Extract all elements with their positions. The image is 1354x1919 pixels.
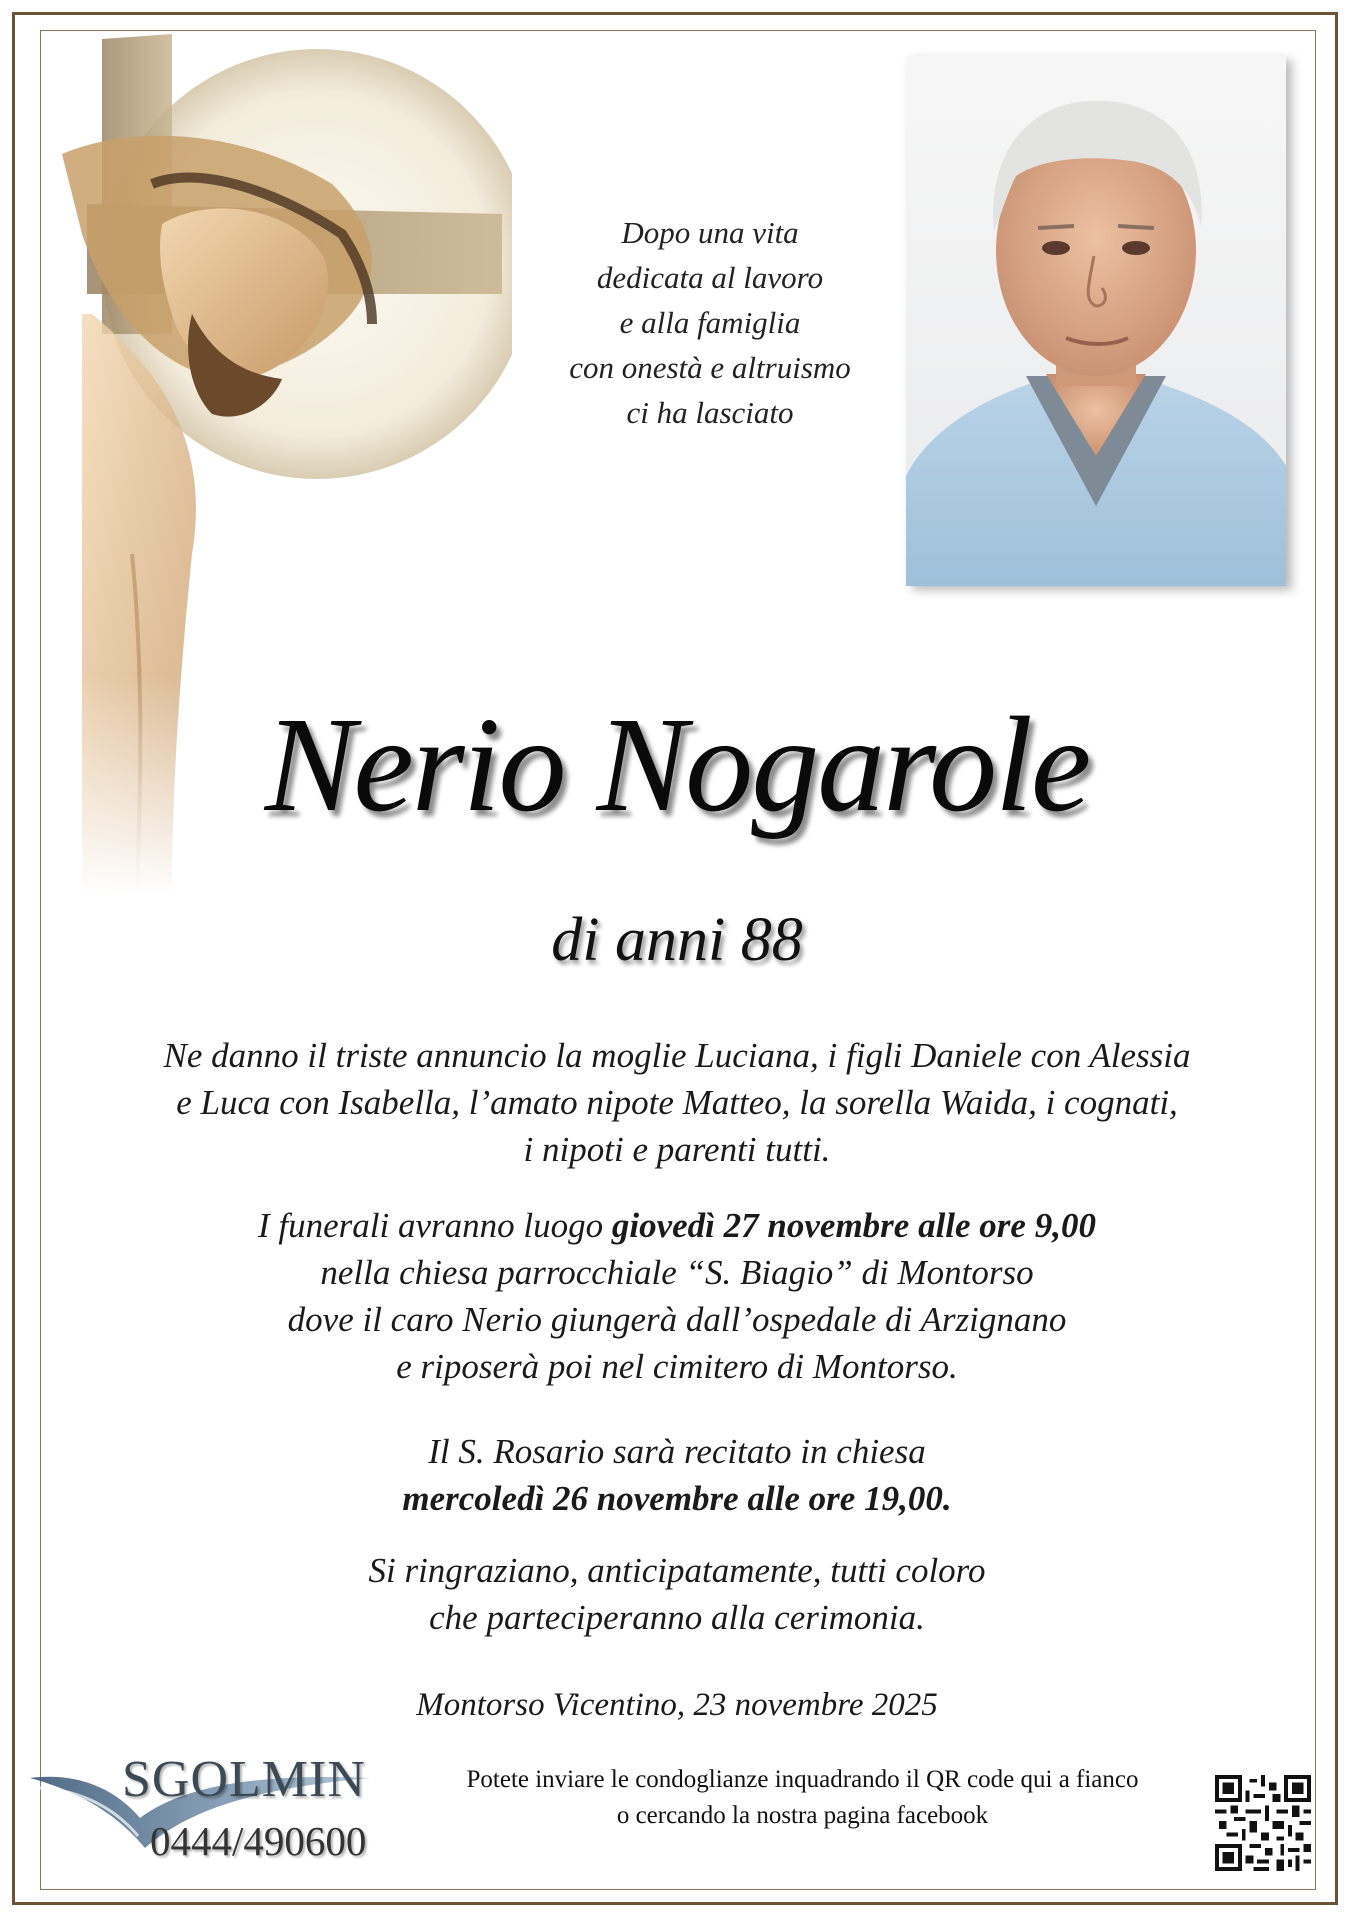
funeral-datetime: giovedì 27 novembre alle ore 9,00 [611,1206,1096,1245]
rosary-datetime: mercoledì 26 novembre alle ore 19,00. [402,1479,952,1518]
intro-verse [510,210,910,435]
intro-line: ci ha lasciato [626,395,794,430]
funeral-line: e riposerà poi nel cimitero di Montorso. [396,1347,958,1386]
thanks-paragraph [60,1547,1294,1641]
condolences-line: Potete inviare le condoglianze inquadrando il QR code qui a fianco [466,1766,1139,1793]
condolences-line: o cercando la nostra pagina facebook [616,1802,989,1829]
funeral-paragraph [60,1202,1294,1390]
announcement-line: i nipoti e parenti tutti. [523,1130,831,1169]
rosary-paragraph [60,1428,1294,1522]
funeral-lead: I funerali avranno luogo [258,1206,612,1245]
condolences-note [405,1762,1200,1834]
intro-line: dedicata al lavoro [596,260,824,295]
announcement-line: Ne danno il triste annuncio la moglie Luciana, i figli Daniele con Alessia [163,1036,1191,1075]
intro-line: e alla famiglia [619,305,801,340]
announcement-line: e Luca con Isabella, l’amato nipote Matteo, la sorella Waida, i cognati, [176,1083,1178,1122]
place-date: Montorso Vicentino, 23 novembre 2025 [416,1687,938,1723]
rosary-line: Il S. Rosario sarà recitato in chiesa [428,1432,926,1471]
intro-line: Dopo una vita [621,215,799,250]
thanks-line: Si ringraziano, anticipatamente, tutti coloro [368,1551,986,1590]
funeral-line: nella chiesa parrocchiale “S. Biagio” di Montorso [320,1253,1034,1292]
intro-line: con onestà e altruismo [569,350,851,385]
logo-phone: 0444/490600 [150,1818,367,1864]
thanks-line: che parteciperanno alla cerimonia. [429,1598,925,1637]
logo-name: SGOLMIN [122,1751,366,1808]
portrait-photo [906,56,1286,586]
qr-code-icon[interactable] [1215,1775,1311,1871]
rosary-datetime-line [60,1475,1294,1522]
funeral-line: dove il caro Nerio giungerà dall’ospedale di Arzignano [287,1300,1067,1339]
portrait-figure [906,56,1286,586]
deceased-age: di anni 88 [551,906,803,974]
announcement-paragraph [60,1032,1294,1173]
deceased-name: Nerio Nogarole [264,690,1090,840]
funeral-lead-line [60,1202,1294,1249]
